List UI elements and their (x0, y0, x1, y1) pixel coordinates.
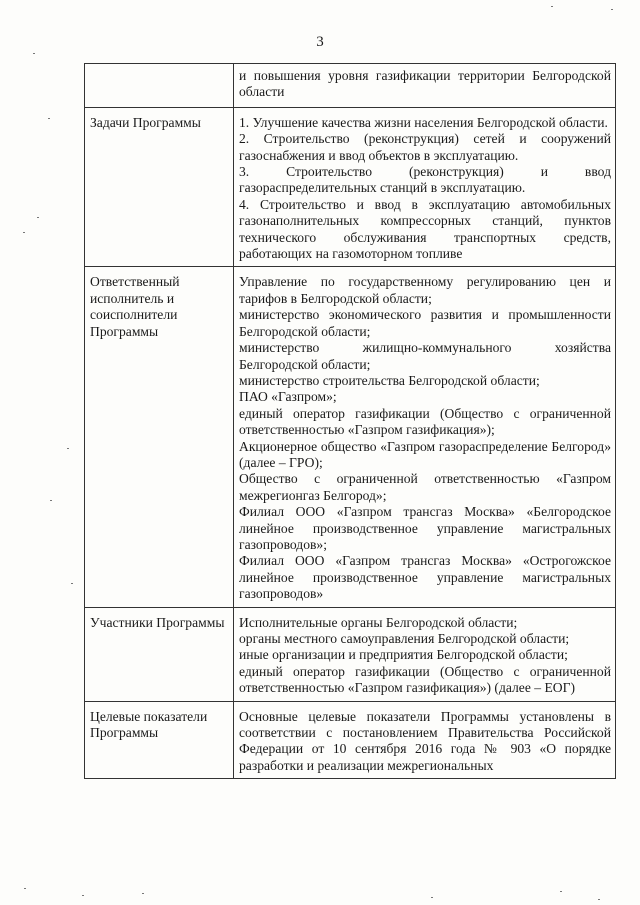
content-line: и повышения уровня газификации территории Белгородской области (239, 68, 611, 100)
scan-speck (37, 217, 39, 218)
row-content (234, 64, 616, 108)
scan-speck (142, 893, 144, 894)
scan-speck (560, 891, 562, 892)
row-content (234, 701, 616, 779)
row-label (85, 64, 234, 108)
content-line: Управление по государственному регулированию цен и тарифов в Белгородской области; (239, 274, 611, 306)
scan-speck (551, 6, 553, 7)
scan-speck (431, 897, 433, 898)
scan-speck (67, 448, 69, 449)
scan-speck (50, 500, 52, 501)
table-row (85, 64, 616, 108)
content-line: 1. Улучшение качества жизни населения Белгородской области. (239, 114, 608, 130)
row-label: Ответственный исполнитель и соисполнители Программы (85, 267, 234, 607)
content-line: министерство экономического развития и промышленности Белгородской области; (239, 307, 611, 339)
row-label: Целевые показатели Программы (85, 701, 234, 779)
content-line: Акционерное общество «Газпром газораспределение Белгород» (далее – ГРО); (239, 438, 611, 470)
content-line: министерство жилищно-коммунального хозяйства Белгородской области; (239, 340, 611, 372)
row-content (234, 607, 616, 701)
content-line: органы местного самоуправления Белгородской области; (239, 631, 570, 646)
scan-speck (24, 888, 26, 889)
row-content (234, 267, 616, 607)
content-line: 2. Строительство (реконструкция) сетей и сооружений газоснабжения и ввод объектов в эксплуатацию. (239, 131, 611, 163)
table-row (85, 607, 616, 701)
content-line: министерство строительства Белгородской области; (239, 372, 540, 388)
content-line: Исполнительные органы Белгородской области; (239, 614, 518, 630)
scan-speck (82, 895, 84, 896)
content-line: единый оператор газификации (Общество с ограниченной ответственностью «Газпром газификация») (далее – ЕОГ) (239, 663, 611, 696)
scan-speck (33, 53, 35, 54)
content-line: Общество с ограниченной ответственностью «Газпром межрегионгаз Белгород»; (239, 471, 611, 503)
table-row (85, 701, 616, 779)
page-number: 3 (316, 34, 324, 50)
program-passport-table (84, 63, 616, 779)
table-row (85, 107, 616, 267)
scan-speck (598, 899, 600, 900)
row-content (234, 107, 616, 267)
scan-speck (611, 9, 613, 10)
content-line: единый оператор газификации (Общество с ограниченной ответственностью «Газпром газификация»); (239, 405, 611, 438)
scan-speck (23, 232, 25, 233)
row-label: Участники Программы (85, 607, 234, 701)
content-line: Филиал ООО «Газпром трансгаз Москва» «Белгородское линейное производственное управление магистральных газопроводов»; (239, 504, 611, 552)
content-line: Основные целевые показатели Программы установлены в соответствии с постановлением Правительства Российской Федерации от 10 сентября 2016 года № 903 «О порядке разработки и реализации межрегиональных (239, 708, 611, 773)
row-label: Задачи Программы (85, 107, 234, 267)
content-line: 4. Строительство и ввод в эксплуатацию автомобильных газонаполнительных компрессорных станций, пунктов технического обслуживания транспортных средств, работающих на газомоторном топливе (239, 196, 611, 262)
content-line: Филиал ООО «Газпром трансгаз Москва» «Острогожское линейное производственное управление магистральных газопроводов» (239, 553, 611, 602)
content-line: ПАО «Газпром»; (239, 389, 337, 405)
scan-speck (71, 583, 73, 584)
content-line: 3. Строительство (реконструкция) и ввод газораспределительных станций в эксплуатацию. (239, 164, 611, 196)
content-line: иные организации и предприятия Белгородской области; (239, 647, 568, 663)
scan-speck (48, 118, 50, 119)
table-row (85, 267, 616, 607)
